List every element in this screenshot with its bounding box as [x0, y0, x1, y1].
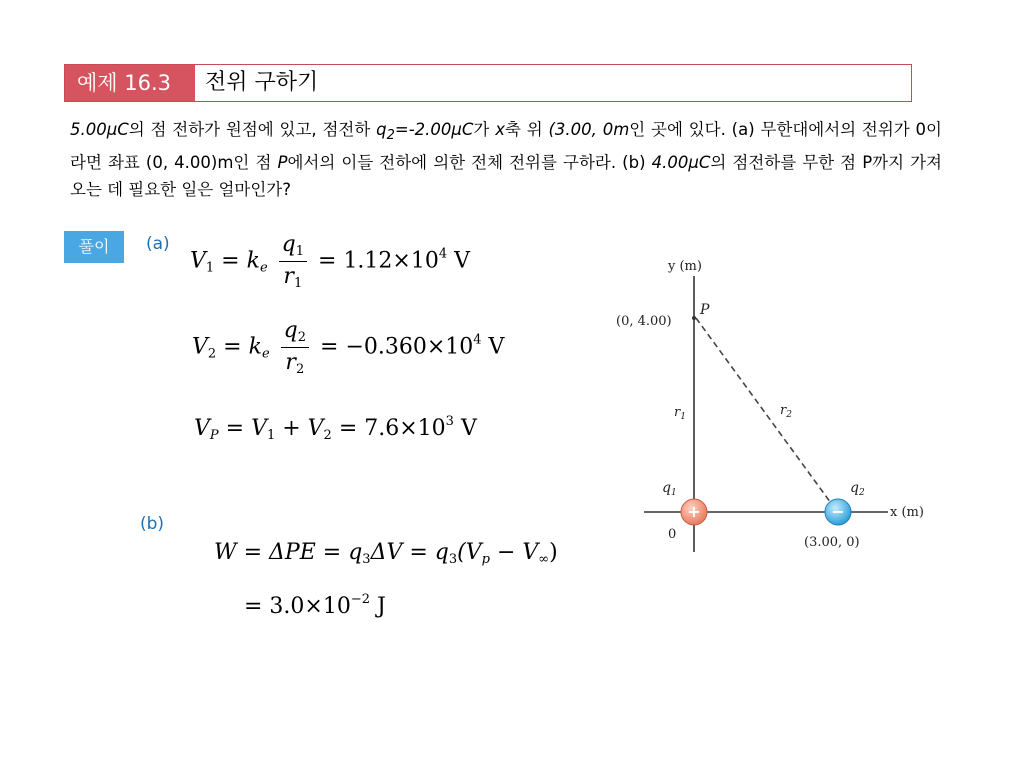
eq-exp: 4: [438, 246, 448, 262]
eq-symbol: V: [251, 416, 267, 441]
eq-exp: −2: [350, 592, 371, 607]
eq-sub: 3: [448, 552, 458, 567]
eq-sub: e: [259, 260, 268, 276]
eq-unit: V: [481, 334, 505, 360]
eq-sub: p: [481, 552, 490, 567]
problem-text: 에서의 이들 전하에 의한 전체 전위를 구하라. (b): [287, 153, 652, 172]
eq-unit: J: [370, 594, 386, 619]
r2-label: $r_2$: [780, 403, 792, 420]
problem-text: 의 점전하를 무한 점 P까지 가져오는 데 필요한 일은 얼마인가?: [70, 153, 942, 199]
eq-unit: V: [453, 416, 477, 441]
charge-q2-sign: −: [831, 502, 845, 521]
q2-label: $q_2$: [850, 480, 865, 498]
example-number: 16.3: [124, 71, 172, 95]
eq-sub: 2: [295, 362, 305, 377]
charge-diagram: [604, 246, 944, 566]
eq-result: 1.12×10: [343, 248, 439, 274]
eq-symbol: k: [246, 248, 260, 274]
problem-text: =-2.00μC: [394, 120, 474, 139]
eq-sub: 1: [266, 428, 276, 443]
eq-fraction: [281, 318, 309, 377]
problem-text: 인 곳에 있다. (a) 무한대에서의 전위가 0이라면 좌표 (0, 4.00)m인 점: [70, 120, 942, 172]
eq-unit: V: [447, 248, 471, 274]
problem-text: 2: [386, 128, 395, 143]
eq-symbol: V: [190, 248, 206, 274]
problem-text: q: [376, 120, 387, 139]
origin-label: 0: [668, 527, 677, 542]
eq-symbol: V: [307, 416, 324, 441]
eq-exp: 3: [445, 414, 454, 429]
r2-dashed-line: [696, 318, 836, 510]
eq-sub: 1: [205, 260, 215, 276]
point-p-label: P: [700, 302, 710, 318]
part-b-label: (b): [140, 514, 165, 534]
part-a-label: (a): [146, 234, 170, 254]
eq-symbol: r: [285, 350, 296, 375]
problem-statement: [70, 116, 942, 203]
equation-work: [214, 540, 558, 567]
solution-badge: 풀이: [64, 231, 124, 263]
point-p-marker: [692, 316, 696, 320]
eq-result: 7.6×10: [364, 416, 446, 441]
eq-sub: 2: [323, 428, 332, 443]
eq-symbol: V: [194, 416, 210, 441]
eq-symbol: q: [283, 318, 298, 343]
eq-sub: 1: [293, 276, 303, 291]
example-badge: [65, 65, 195, 101]
example-badge-label: 예제: [77, 71, 118, 95]
equation-vp: $V_P = V_1 + V_2 = 7.6\times 10^3$ V: [194, 414, 477, 443]
problem-text: x: [495, 120, 505, 139]
eq-result: = 3.0×10: [244, 594, 351, 619]
problem-text: (3.00, 0m: [548, 120, 630, 139]
r1-label: $r_1$: [674, 405, 686, 422]
q1-label: $q_1$: [662, 480, 677, 498]
example-title: 전위 구하기: [205, 70, 319, 95]
eq-fraction: [279, 232, 307, 291]
point-p-coord: (0, 4.00): [616, 314, 672, 329]
problem-text: P: [277, 153, 288, 172]
eq-sub: 1: [295, 244, 305, 259]
problem-text: 4.00μC: [651, 153, 711, 172]
eq-sub: ∞: [538, 552, 550, 567]
eq-exp: 4: [473, 332, 482, 348]
eq-symbol: k: [248, 334, 262, 360]
eq-symbol: V: [192, 334, 208, 360]
eq-text: W = ΔPE = q: [214, 540, 363, 565]
x-axis-label: x (m): [890, 505, 924, 520]
eq-text: (V: [457, 540, 482, 565]
problem-text: 의 점 전하가 원점에 있고, 점전하: [128, 120, 377, 139]
eq-sub: e: [261, 346, 270, 362]
q2-coord: (3.00, 0): [804, 535, 860, 550]
equation-v2: $V_2 = k_e$ $\frac{q_2}{r_2}$ = $-0.360\times 10^4$ V: [192, 318, 505, 377]
problem-text: 가: [473, 120, 496, 139]
problem-text: 5.00μC: [70, 120, 129, 139]
eq-sub: P: [209, 428, 219, 443]
eq-text: ΔV = q: [370, 540, 449, 565]
eq-sub: 2: [207, 346, 217, 362]
eq-result: −0.360×10: [345, 334, 474, 360]
y-axis-label: y (m): [668, 259, 702, 274]
equation-work-result: [244, 592, 386, 619]
eq-text: − V: [489, 540, 539, 565]
eq-symbol: r: [283, 264, 294, 289]
eq-symbol: q: [281, 232, 296, 257]
problem-text: 축 위: [504, 120, 549, 139]
equation-v1: $V_1 = k_e$ $\frac{q_1}{r_1}$ = $1.12\times 10^4$ V: [190, 232, 471, 291]
charge-q1-sign: +: [687, 502, 701, 521]
eq-sub: 3: [362, 552, 371, 567]
eq-sub: 2: [297, 330, 307, 345]
example-header: [64, 64, 912, 102]
eq-text: ): [549, 540, 558, 565]
